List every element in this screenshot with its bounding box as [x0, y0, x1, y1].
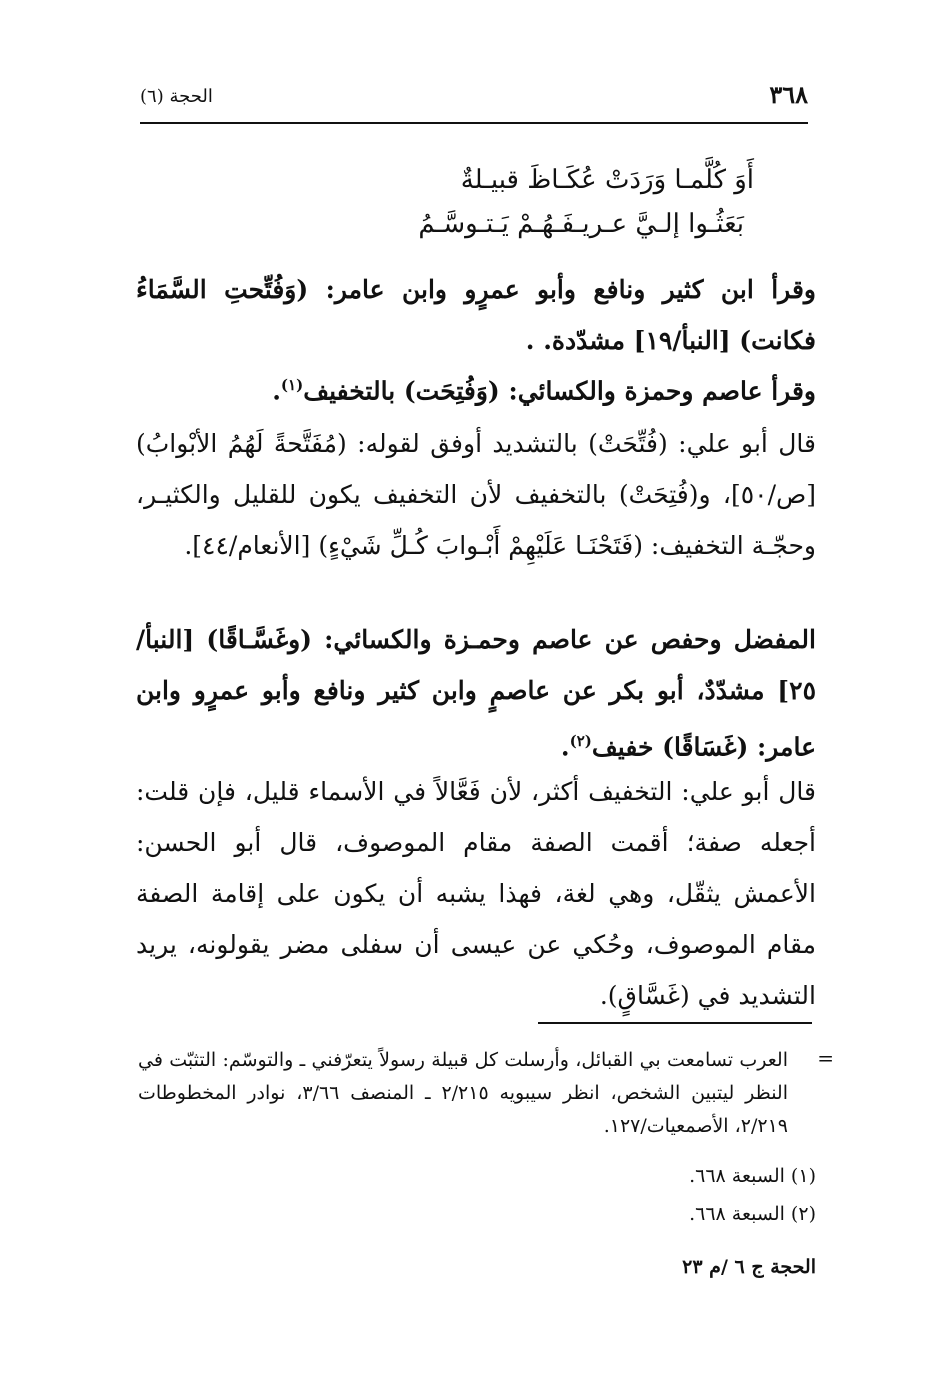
volume-signature: الحجة ج ٦ /م ٢٣	[682, 1256, 816, 1278]
verse-line-2: بَعَثُـوا إلـيَّ عـريـفَـهُـمْ يَـتـوسَّـمُ	[418, 209, 744, 239]
reading-paragraph-3	[136, 614, 816, 772]
reading-paragraph-1: وقرأ ابن كثير ونافع وأبو عمرٍو وابن عامر: (وَفُتِّحتِ السَّمَاءُ فكانت) [النبأ/١٩] مشدّدة. .	[136, 275, 816, 355]
footnote-rule	[538, 1022, 812, 1024]
reading-paragraph-2	[136, 360, 816, 416]
reading-paragraph-3-text: المفضل وحفص عن عاصم وحمـزة والكسائي: (وغَسَّـاقًا) [النبأ/٢٥] مشدّدٌ، أبو بكر عن عاصمٍ وابن كثير ونافع وأبو عمرٍو وابن عامر: (غَسَاقًا) خفيف	[136, 625, 816, 762]
reading-paragraph-3-end: .	[560, 732, 570, 762]
footnote-ref-2: (٢)	[569, 732, 592, 750]
header-rule	[140, 122, 808, 124]
reading-paragraph-2-end: .	[272, 376, 281, 406]
page-number: ٣٦٨	[769, 80, 808, 109]
reading-paragraph-2-text: وقرأ عاصم وحمزة والكسائي: (وَفُتِحَت) بالتخفيف	[303, 376, 816, 406]
footnote-1: (١) السبعة ٦٦٨.	[689, 1165, 816, 1187]
footnote-ref-1: (١)	[280, 376, 304, 394]
footnote-continuation: العرب تسامعت بي القبائل، وأرسلت كل قبيلة رسولاً يتعرّفني ـ والتوسّم: التثبّت في النظر ليتبين الشخص، انظر سيبويه ٢/٢١٥ ـ المنصف ٣/٦٦، نوادر المخطوطات ٢/٢١٩، الأصمعيات/١٢٧.	[138, 1049, 788, 1137]
commentary-paragraph-1: قال أبو علي: (فُتِّحَتْ) بالتشديد أوفق لقوله: (مُفَتَّحةً لَهُمُ الأبْوابُ) [ص/٥٠]، و(فُتِحَتْ) بالتخفيف لأن التخفيف يكون للقليل والكثيـر، وحجّـة التخفيف: (فَتَحْنَـا عَلَيْهِمْ أَبْـوابَ كُـلِّ شَيْءٍ) [الأنعام/٤٤].	[136, 429, 816, 560]
page-header	[140, 80, 808, 112]
commentary-paragraph-2: قال أبو علي: التخفيف أكثر، لأن فَعَّالاً في الأسماء قليل، فإن قلت: أجعله صفة؛ أقمت الصفة مقام الموصوف، قال أبو الحسن: الأعمش يثقّل، وهي لغة، فهذا يشبه أن يكون على إقامة الصفة مقام الموصوف، وحُكي عن عيسى أن سفلى مضر يقولونه، يريد التشديد في (غَسَّاقٍ).	[136, 777, 816, 1010]
footnote-2: (٢) السبعة ٦٦٨.	[689, 1203, 816, 1225]
verse-line-1: أَوَ كُلَّمـا وَرَدَتْ عُكَـاظَ قبيـلةٌ	[460, 165, 754, 195]
running-title: الحجة (٦)	[140, 86, 213, 107]
footnote-continuation-mark: =	[817, 1046, 834, 1070]
